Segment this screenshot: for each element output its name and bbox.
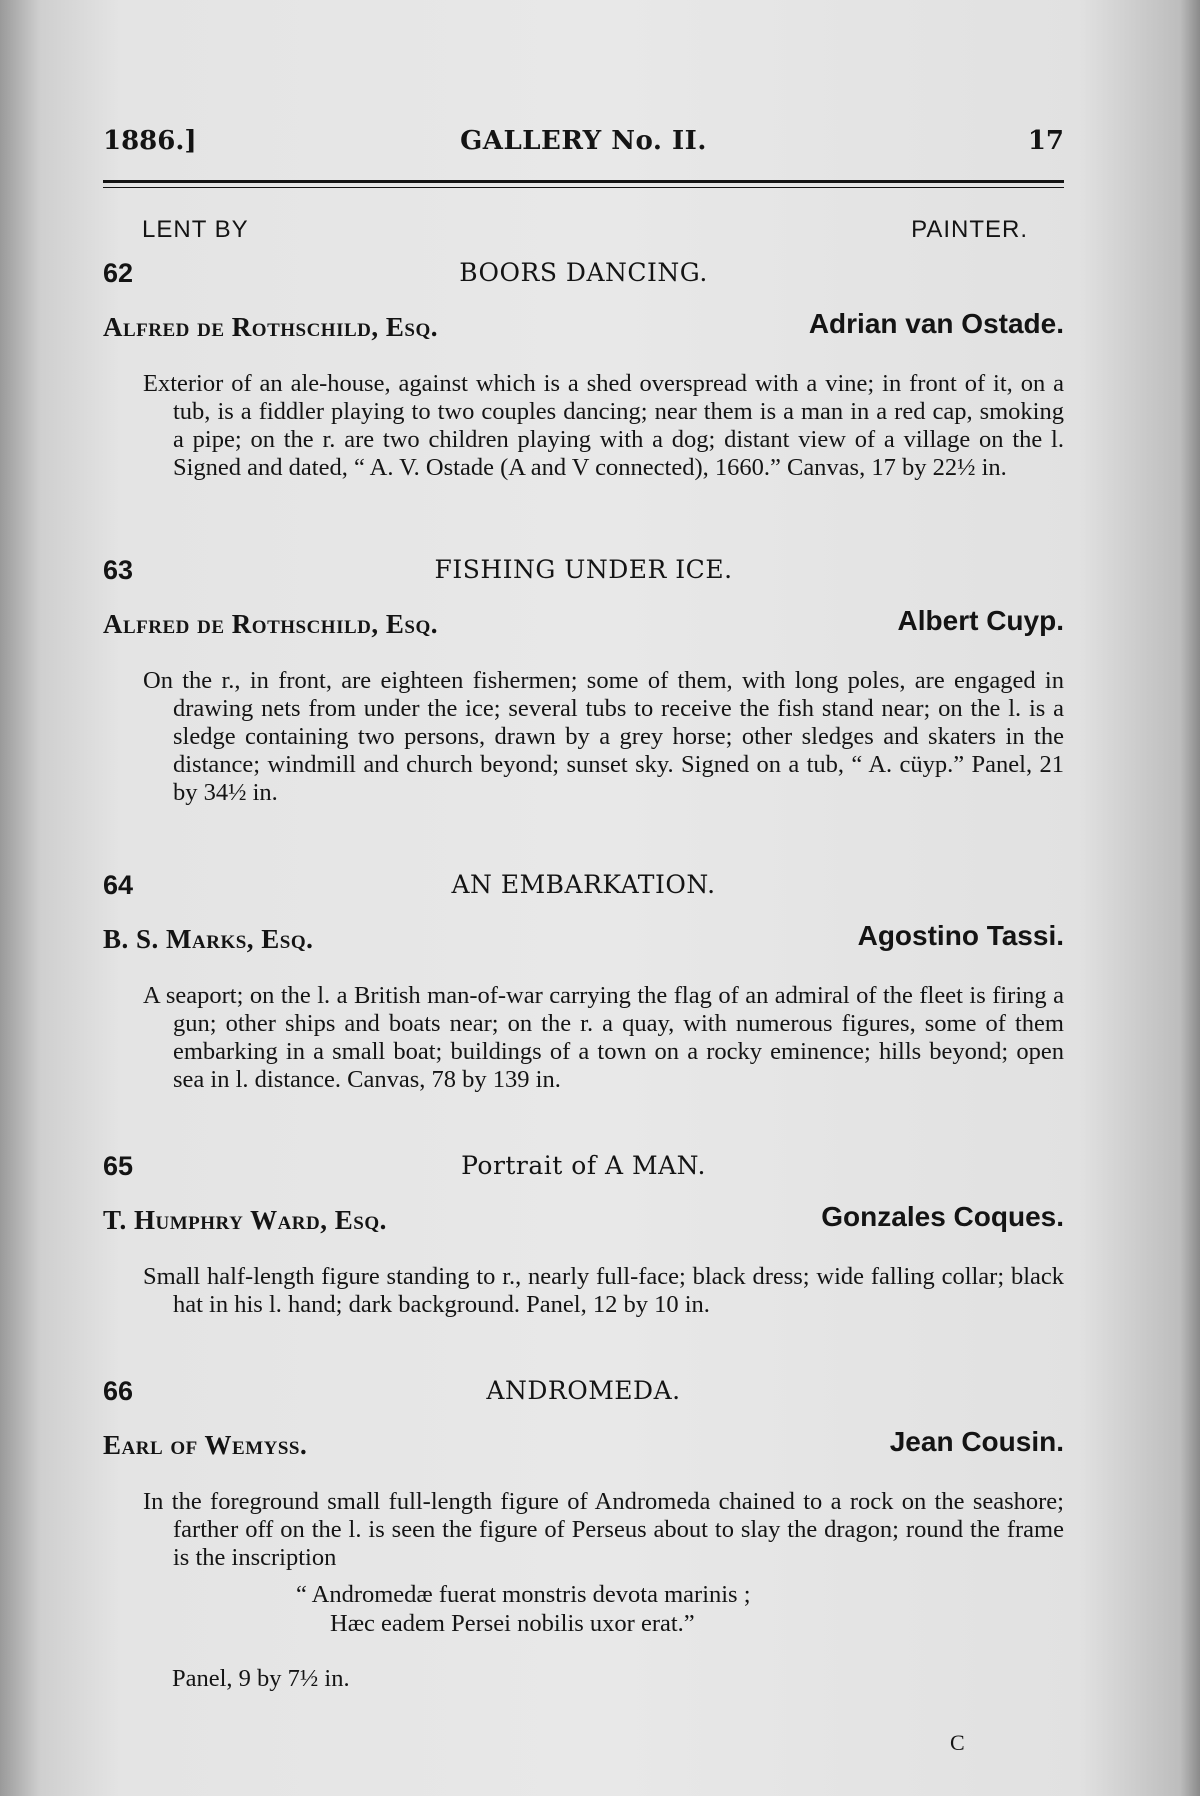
entry-description: Exterior of an ale-house, against which is a shed overspread with a vine; in front of it, on a tub, is a fiddler playing to two couples dancing; near them is a man in a red cap, smoking a pipe; on the r. are two children playing with a dog; distant view of a village on the l. Signed and dated, “ A. V. Ostade (A and V connected), 1660.” Canvas, 17 by 22½ in. [143,370,1064,481]
running-head-year: 1886.] [103,126,197,156]
entry-lender: Earl of Wemyss. [103,1430,308,1460]
entry-lender: T. Humphry Ward, Esq. [103,1205,387,1235]
entry-lender: Alfred de Rothschild, Esq. [103,312,438,342]
entry-description: Small half-length figure standing to r., nearly full-face; black dress; wide falling collar; black hat in his l. hand; dark background. Panel, 12 by 10 in. [143,1263,1064,1318]
inscription-line-1: “ Andromedæ fuerat monstris devota marinis ; [296,1581,751,1608]
painter-heading: PAINTER. [911,216,1028,243]
entry-number: 65 [103,1151,134,1181]
entry-number: 64 [103,870,134,900]
entry-number: 62 [103,258,134,288]
entry-number: 66 [103,1376,134,1406]
closing-note: Panel, 9 by 7½ in. [172,1665,350,1692]
entry-title: Portrait of A MAN. [461,1151,706,1180]
entry-description: On the r., in front, are eighteen fishermen; some of them, with long poles, are engaged in drawing nets from under the ice; several tubs to receive the fish stand near; on the l. is a sledge containing two persons, drawn by a grey horse; other sledges and skaters in the distance; windmill and church beyond; sunset sky. Signed on a tub, “ A. cüyp.” Panel, 21 by 34½ in. [143,667,1064,806]
lent-by-heading: LENT BY [142,216,249,243]
entry-description: In the foreground small full-length figure of Andromeda chained to a rock on the seashore; farther off on the l. is seen the figure of Perseus about to slay the dragon; round the frame is the inscription [143,1488,1064,1571]
entry-painter: Gonzales Coques. [821,1201,1064,1232]
entry-title: FISHING UNDER ICE. [434,555,733,584]
inscription-quote [296,1580,856,1638]
entry-painter: Agostino Tassi. [857,920,1064,951]
inscription-line-2: Hæc eadem Persei nobilis uxor erat.” [330,1610,695,1637]
running-head [103,126,1064,166]
header-rule-thick [103,180,1064,183]
entry-title: AN EMBARKATION. [451,870,716,899]
signature-mark: C [950,1730,965,1755]
entry-painter: Albert Cuyp. [897,605,1064,636]
running-head-title: GALLERY No. II. [460,126,707,156]
entry-description: A seaport; on the l. a British man-of-war carrying the flag of an admiral of the fleet is firing a gun; other ships and boats near; on the r. a quay, with numerous figures, some of them embarking in a small boat; buildings of a town on a rocky eminence; hills beyond; open sea in l. distance. Canvas, 78 by 139 in. [143,982,1064,1093]
entry-lender: Alfred de Rothschild, Esq. [103,609,438,639]
entry-lender: B. S. Marks, Esq. [103,924,314,954]
header-rule-thin [103,187,1064,188]
entry-painter: Adrian van Ostade. [808,308,1064,339]
entry-painter: Jean Cousin. [889,1426,1064,1457]
entry-title: ANDROMEDA. [486,1376,681,1405]
page-number: 17 [1027,126,1064,156]
entry-number: 63 [103,555,134,585]
entry-title: BOORS DANCING. [459,258,708,287]
